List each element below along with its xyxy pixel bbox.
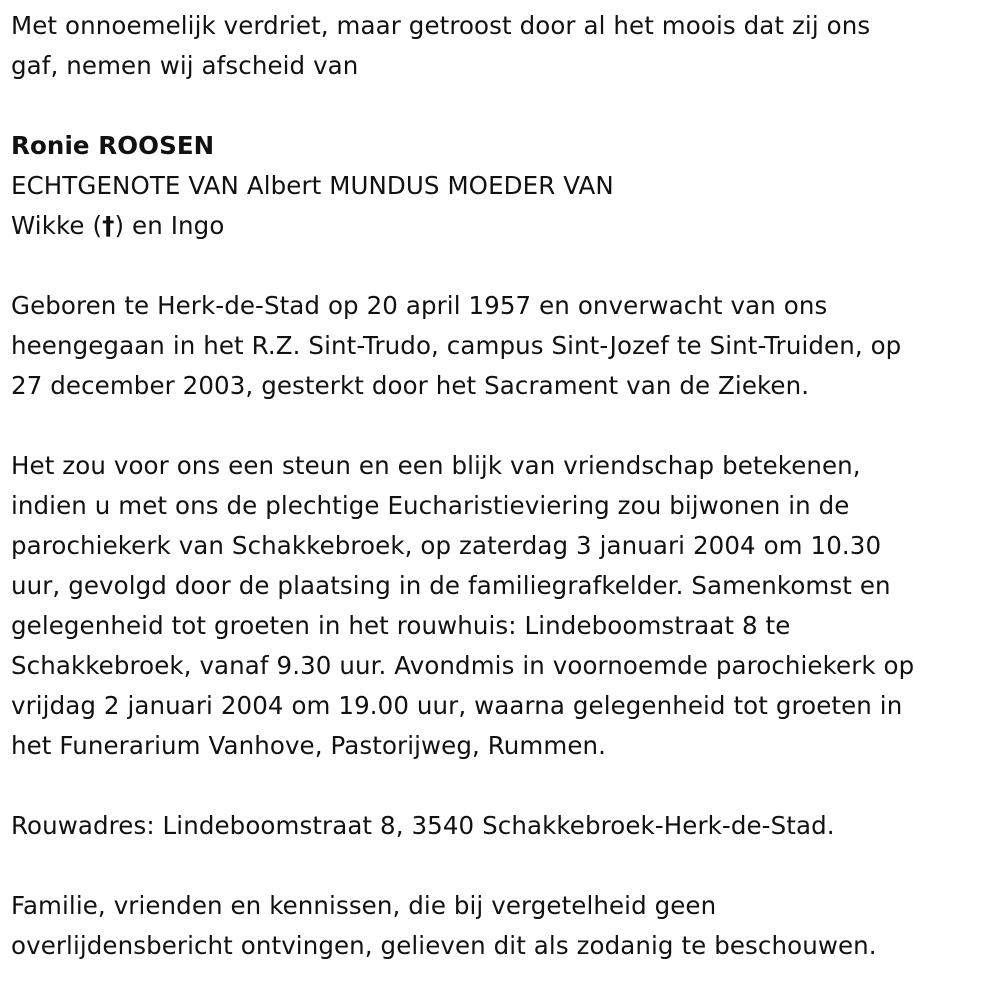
deceased-name: Ronie ROOSEN: [11, 131, 215, 160]
paragraph-spacer: [11, 846, 986, 886]
closing-line: Familie, vrienden en kennissen, die bij vergetelheid geen: [11, 891, 717, 920]
ceremony-line: vrijdag 2 januari 2004 om 19.00 uur, waarna gelegenheid tot groeten in: [11, 691, 903, 720]
paragraph-spacer: [11, 246, 986, 286]
paragraph-spacer: [11, 766, 986, 806]
mourning-address: Rouwadres: Lindeboomstraat 8, 3540 Schakkebroek-Herk-de-Stad.: [11, 811, 835, 840]
address-paragraph: [11, 806, 986, 846]
birth-death-line: 27 december 2003, gesterkt door het Sacrament van de Zieken.: [11, 371, 810, 400]
birth-death-line: Geboren te Herk-de-Stad op 20 april 1957 en onverwacht van ons: [11, 291, 828, 320]
relation-line: ECHTGENOTE VAN Albert MUNDUS MOEDER VAN: [11, 171, 614, 200]
ceremony-line: Het zou voor ons een steun en een blijk van vriendschap betekenen,: [11, 451, 861, 480]
deceased-block: [11, 126, 986, 246]
intro-paragraph: [11, 6, 986, 86]
ceremony-line: uur, gevolgd door de plaatsing in de familiegrafkelder. Samenkomst en: [11, 571, 891, 600]
children-prefix: Wikke (: [11, 211, 103, 240]
children-line: [11, 206, 986, 246]
paragraph-spacer: [11, 86, 986, 126]
death-notice: [11, 6, 986, 966]
closing-paragraph: [11, 886, 986, 966]
closing-line: overlijdensbericht ontvingen, gelieven dit als zodanig te beschouwen.: [11, 931, 877, 960]
intro-line: Met onnoemelijk verdriet, maar getroost door al het moois dat zij ons: [11, 11, 871, 40]
birth-death-line: heengegaan in het R.Z. Sint-Trudo, campus Sint-Jozef te Sint-Truiden, op: [11, 331, 902, 360]
intro-line: gaf, nemen wij afscheid van: [11, 51, 359, 80]
paragraph-spacer: [11, 406, 986, 446]
ceremony-line: het Funerarium Vanhove, Pastorijweg, Rummen.: [11, 731, 607, 760]
children-suffix: ) en Ingo: [114, 211, 225, 240]
ceremony-line: Schakkebroek, vanaf 9.30 uur. Avondmis in voornoemde parochiekerk op: [11, 651, 915, 680]
cross-icon: †: [102, 211, 115, 240]
birth-death-paragraph: [11, 286, 986, 406]
ceremony-paragraph: [11, 446, 986, 766]
ceremony-line: parochiekerk van Schakkebroek, op zaterdag 3 januari 2004 om 10.30: [11, 531, 882, 560]
ceremony-line: gelegenheid tot groeten in het rouwhuis: Lindeboomstraat 8 te: [11, 611, 791, 640]
ceremony-line: indien u met ons de plechtige Eucharistieviering zou bijwonen in de: [11, 491, 850, 520]
